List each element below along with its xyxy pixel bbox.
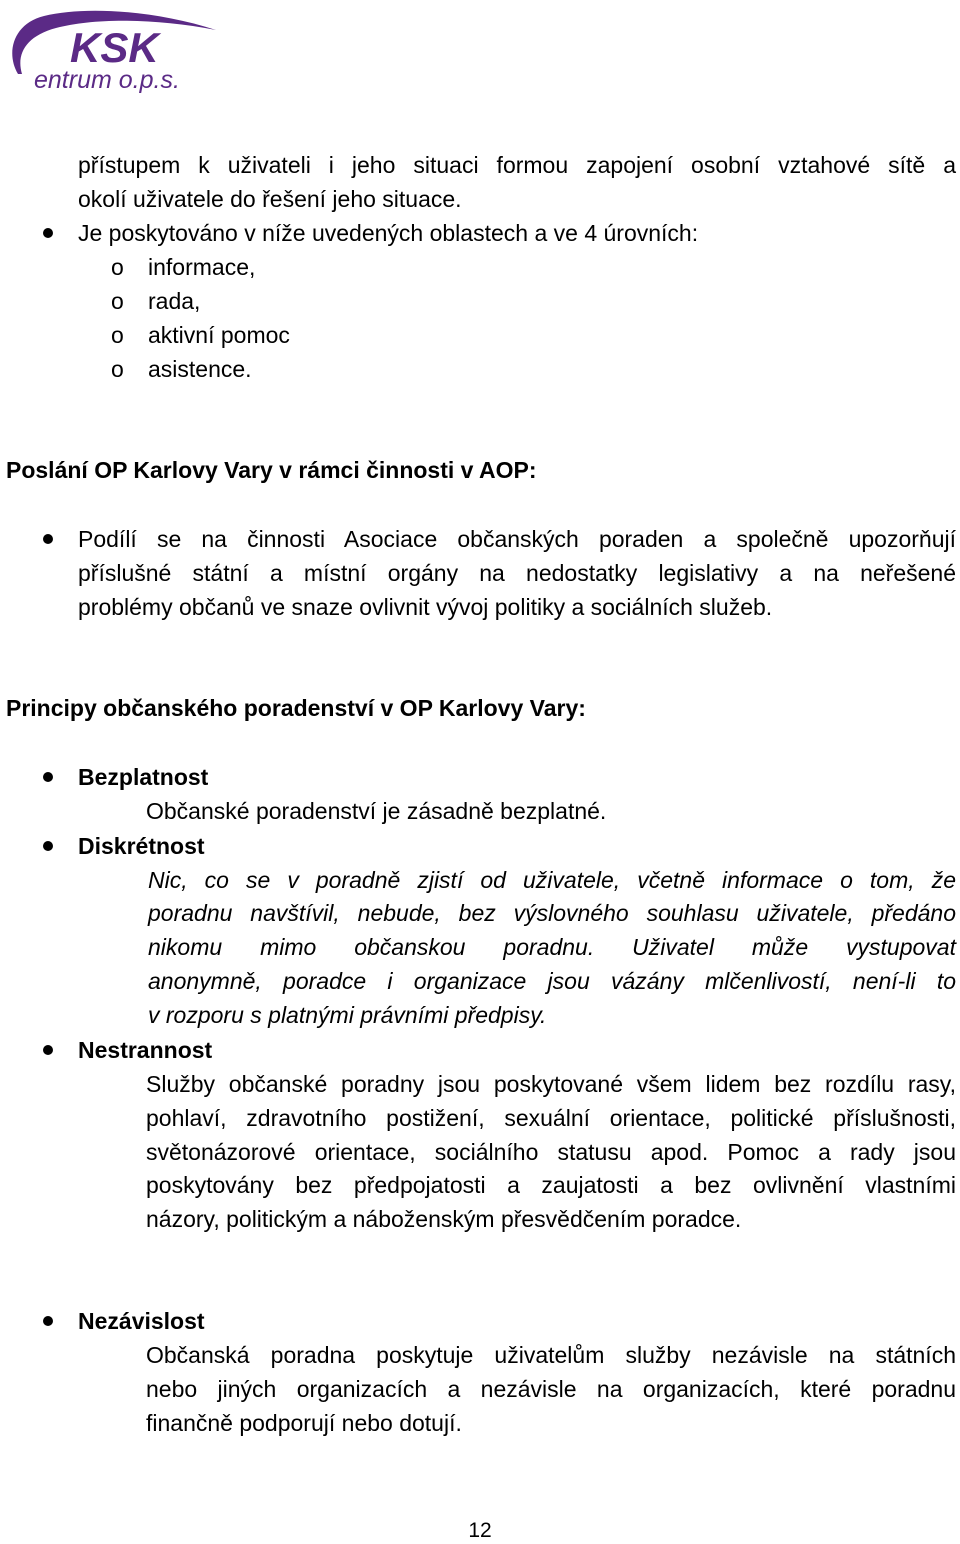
bullet-icon — [43, 1045, 53, 1055]
principle-text: Občanské poradenství je zásadně bezplatné. — [146, 798, 607, 824]
bullet-icon — [43, 841, 53, 851]
principle-text: anonymně, poradce i organizace jsou vázány mlčenlivostí, není-li to — [148, 968, 956, 994]
principle-term-nestrannost: Nestrannost — [78, 1037, 213, 1063]
level-item: informace, — [148, 254, 256, 280]
circle-bullet-icon: o — [111, 288, 124, 314]
bullet-icon — [43, 772, 53, 782]
principle-text: Služby občanské poradny jsou poskytované všem lidem bez rozdílu rasy, — [146, 1071, 956, 1097]
ksk-logo — [4, 4, 224, 96]
intro-line-2: okolí uživatele do řešení jeho situace. — [78, 186, 462, 212]
logo-entrum-text: entrum o.p.s. — [34, 66, 180, 94]
principle-text: pohlaví, zdravotního postižení, sexuální orientace, politické příslušnosti, — [146, 1105, 956, 1131]
principle-text: nebo jiných organizacích a nezávisle na organizacích, které poradnu — [146, 1376, 956, 1402]
principle-text: světonázorové orientace, sociálního statusu apod. Pomoc a rady jsou — [146, 1139, 956, 1165]
page-number: 12 — [468, 1519, 492, 1542]
mission-line-1: Podílí se na činnosti Asociace občanských poraden a společně upozorňují — [78, 526, 956, 552]
mission-heading: Poslání OP Karlovy Vary v rámci činnosti v AOP: — [6, 457, 537, 483]
logo-ksk-text: KSK — [70, 24, 159, 71]
circle-bullet-icon: o — [111, 254, 124, 280]
circle-bullet-icon: o — [111, 356, 124, 382]
principle-text: Nic, co se v poradně zjistí od uživatele, včetně informace o tom, že — [148, 867, 956, 893]
intro-line-1: přístupem k uživateli i jeho situaci formou zapojení osobní vztahové sítě a — [78, 152, 956, 178]
intro-bullet-text: Je poskytováno v níže uvedených oblastech a ve 4 úrovních: — [78, 220, 699, 246]
principle-text: nikomu mimo občanskou poradnu. Uživatel může vystupovat — [148, 934, 956, 960]
principle-term-bezplatnost: Bezplatnost — [78, 764, 209, 790]
principle-text: finančně podporují nebo dotují. — [146, 1410, 462, 1436]
level-item: rada, — [148, 288, 201, 314]
circle-bullet-icon: o — [111, 322, 124, 348]
mission-line-3: problémy občanů ve snaze ovlivnit vývoj politiky a sociálních služeb. — [78, 594, 773, 620]
principle-text: poskytovány bez předpojatosti a zaujatosti a bez ovlivnění vlastními — [146, 1172, 956, 1198]
level-item: aktivní pomoc — [148, 322, 290, 348]
bullet-icon — [43, 534, 53, 544]
bullet-icon — [43, 228, 53, 238]
principle-text: Občanská poradna poskytuje uživatelům služby nezávisle na státních — [146, 1342, 956, 1368]
bullet-icon — [43, 1316, 53, 1326]
mission-line-2: příslušné státní a místní orgány na nedostatky legislativy a na neřešené — [78, 560, 956, 586]
level-item: asistence. — [148, 356, 252, 382]
principles-heading: Principy občanského poradenství v OP Karlovy Vary: — [6, 695, 586, 721]
principle-text: poradnu navštívil, nebude, bez výslovného souhlasu uživatele, předáno — [148, 900, 956, 926]
principle-text: v rozporu s platnými právními předpisy. — [148, 1002, 547, 1028]
principle-term-diskretnost: Diskrétnost — [78, 833, 205, 859]
principle-term-nezavislost: Nezávislost — [78, 1308, 205, 1334]
principle-text: názory, politickým a náboženským přesvědčením poradce. — [146, 1206, 742, 1232]
